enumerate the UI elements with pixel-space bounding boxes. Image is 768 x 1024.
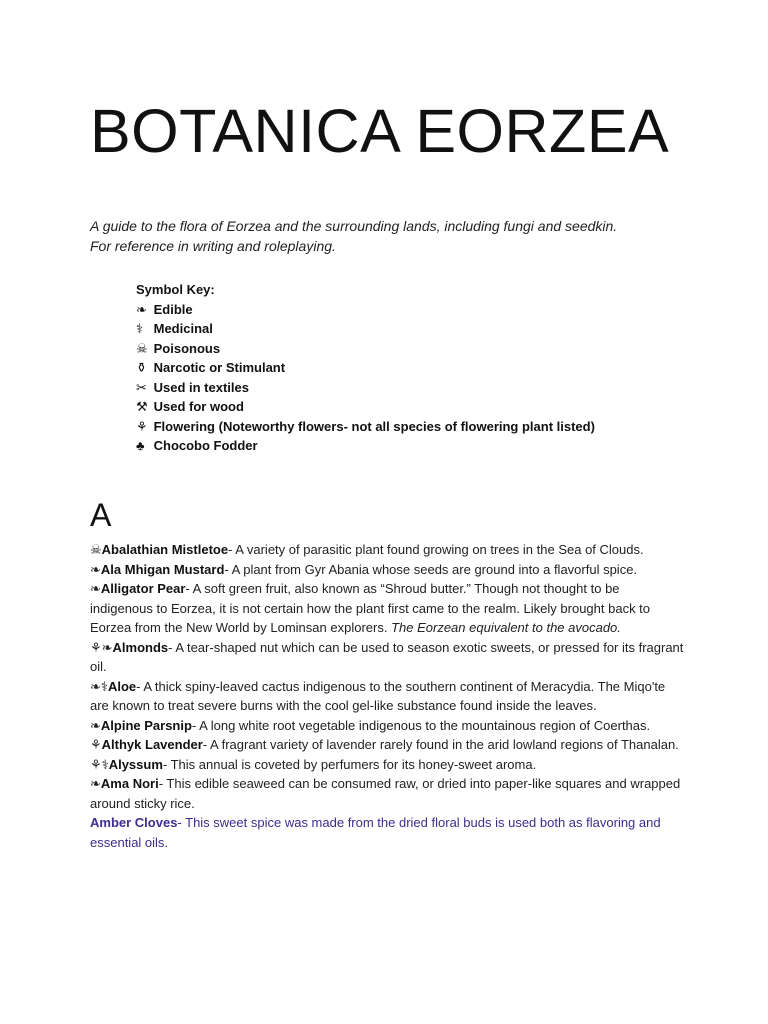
entry-description: - This annual is coveted by perfumers for its honey-sweet aroma. (162, 756, 537, 772)
glossary-entry-link[interactable] (90, 813, 685, 852)
entry-symbols-icon: ⚘ (90, 737, 102, 752)
glossary-entries (90, 540, 685, 852)
symbol-key-item (136, 397, 595, 417)
symbol-key-item (136, 339, 595, 359)
glossary-entry (90, 735, 685, 755)
glossary-entry (90, 540, 685, 560)
symbol-key-item (136, 300, 595, 320)
entry-symbols-icon: ☠ (90, 542, 102, 557)
entry-name: Alyssum (108, 756, 163, 772)
entry-symbols-icon: ❧ (90, 561, 101, 577)
glossary-entry (90, 638, 685, 677)
intro-line-1: A guide to the flora of Eorzea and the surrounding lands, including fungi and seedkin. (90, 218, 618, 234)
entry-name: Althyk Lavender (101, 737, 203, 752)
symbol-key (136, 280, 595, 456)
entry-symbols-icon: ❧ (90, 776, 101, 791)
glossary-entry (90, 716, 685, 736)
entry-description: - A fragrant variety of lavender rarely found in the arid lowland regions of Thanalan. (202, 737, 679, 752)
entry-note: The Eorzean equivalent to the avocado. (391, 620, 621, 635)
entry-symbols-icon: ❧ (90, 717, 101, 733)
symbol-key-item (136, 378, 595, 398)
entry-name: Abalathian Mistletoe (101, 542, 229, 557)
glossary-entry (90, 774, 685, 813)
chocobo-fodder-icon: ♣ (136, 438, 145, 453)
glossary-entry (90, 755, 685, 775)
entry-description: - A plant from Gyr Abania whose seeds are ground into a flavorful spice. (224, 561, 638, 577)
intro-line-2: For reference in writing and roleplaying. (90, 238, 336, 254)
glossary-entry (90, 560, 685, 580)
glossary-entry (90, 579, 685, 638)
entry-name: Alpine Parsnip (100, 717, 192, 733)
entry-description: - A tear-shaped nut which can be used to season exotic sweets, or pressed for its fragrant oil. (90, 639, 684, 674)
symbol-key-list (136, 300, 595, 456)
entry-symbols-icon: ❧ (90, 581, 101, 596)
entry-name: Amber Cloves (90, 815, 178, 830)
entry-name: Almonds (112, 639, 169, 655)
flowering-icon: ⚘ (136, 418, 148, 434)
symbol-key-item (136, 417, 595, 437)
symbol-key-label: Flowering (Noteworthy flowers- not all species of flowering plant listed) (150, 418, 595, 434)
symbol-key-label: Narcotic or Stimulant (150, 360, 286, 375)
edible-icon: ❧ (136, 301, 147, 317)
intro-text (90, 216, 685, 256)
page-title: BOTANICA EORZEA (90, 97, 670, 165)
entry-symbols-icon: ⚘❧ (90, 639, 113, 655)
entry-symbols-icon: ❧⚕ (90, 678, 108, 694)
symbol-key-item (136, 358, 595, 378)
wood-icon: ⚒ (136, 399, 148, 414)
entry-symbols-icon: ⚘⚕ (90, 756, 109, 772)
entry-name: Alligator Pear (100, 581, 186, 596)
narcotic-icon: ⚱ (136, 360, 147, 375)
poisonous-icon: ☠ (136, 340, 148, 356)
symbol-key-label: Edible (150, 301, 193, 317)
entry-description: - A variety of parasitic plant found growing on trees in the Sea of Clouds. (228, 542, 644, 557)
entry-name: Ama Nori (100, 776, 159, 791)
symbol-key-item (136, 436, 595, 456)
textiles-icon: ✂ (136, 379, 147, 395)
entry-description: - A long white root vegetable indigenous to the mountainous region of Coerthas. (191, 717, 651, 733)
symbol-key-label: Used in textiles (150, 379, 249, 395)
glossary-entry (90, 677, 685, 716)
entry-description: - This sweet spice was made from the dried floral buds is used both as flavoring and essential oils. (90, 815, 661, 850)
entry-name: Aloe (107, 678, 137, 694)
symbol-key-label: Medicinal (150, 321, 213, 336)
medicinal-icon: ⚕ (136, 321, 144, 336)
symbol-key-label: Used for wood (150, 399, 244, 414)
entry-name: Ala Mhigan Mustard (100, 561, 225, 577)
section-letter-heading: A (90, 497, 112, 533)
symbol-key-label: Poisonous (150, 340, 221, 356)
symbol-key-heading: Symbol Key: (136, 282, 215, 297)
symbol-key-label: Chocobo Fodder (150, 438, 258, 453)
entry-description: - A thick spiny-leaved cactus indigenous to the southern continent of Meracydia. The Miqo'te are known to treat severe burns with the cool gel-like substance found inside the leaves. (90, 678, 666, 713)
symbol-key-item (136, 319, 595, 339)
entry-description: - A soft green fruit, also known as “Shroud butter.” Though not thought to be indigenous to Eorzea, it is not certain how the plant first came to the realm. Likely brought back to Eorzea from the New World by Lominsan explorers. (90, 581, 651, 635)
entry-description: - This edible seaweed can be consumed raw, or dried into paper-like squares and wrapped around sticky rice. (90, 776, 681, 811)
